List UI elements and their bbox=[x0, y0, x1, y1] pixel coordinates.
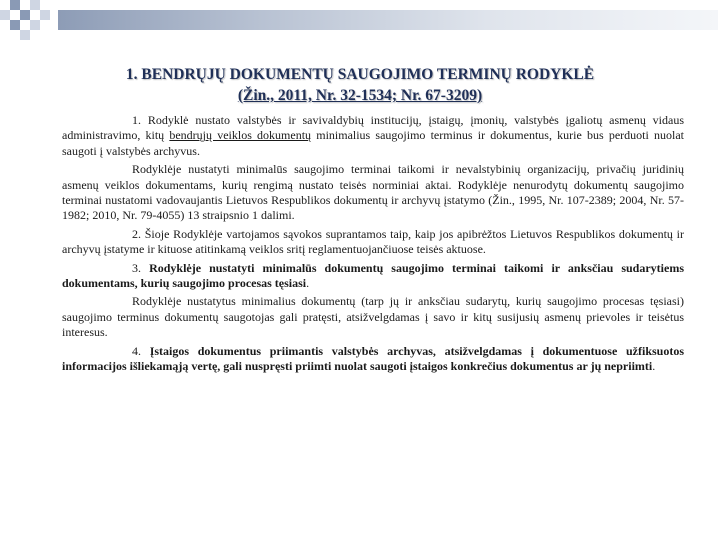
paragraph-4 bbox=[62, 261, 684, 292]
title-line-2: (Žin., 2011, Nr. 32-1534; Nr. 67-3209) bbox=[237, 87, 483, 104]
paragraph-3: 2. Šioje Rodyklėje vartojamos sąvokos suprantamos taip, kaip jos apibrėžtos Lietuvos Respublikos dokumentų ir archyvų įstatyme ir kituose atitinkamą veiklos sritį reglamentuojančiuose teisės aktuose. bbox=[62, 226, 684, 257]
decor-square bbox=[10, 20, 20, 30]
title-line-1: 1. BENDRŲJŲ DOKUMENTŲ SAUGOJIMO TERMINŲ RODYKLĖ bbox=[125, 66, 595, 83]
paragraph-2: Rodyklėje nustatyti minimalūs saugojimo terminai taikomi ir nevalstybinių organizacijų, privačių juridinių asmenų veiklos dokumentams, kurių rengimą nustato teisės norminiai aktai. Rodyklėje nenurodytų dokumentų saugojimo terminai nustatomi vadovaujantis Lietuvos Respublikos dokumentų ir archyvų įstatymo (Žin., 1995, Nr. 107-2389; 2004, Nr. 57-1982; 2010, Nr. 79-4055) 13 straipsnio 1 dalimi. bbox=[62, 162, 684, 223]
general-documents-link[interactable]: bendrųjų veiklos dokumentų bbox=[169, 128, 312, 143]
paragraph-5: Rodyklėje nustatytus minimalius dokumentų (tarp jų ir anksčiau sudarytų, kurių saugojimo procesas tęsiasi) saugojimo terminus dokumentų saugotojas gali pratęsti, atsižvelgdamas į savo ir kitų susijusių asmenų prievoles ir teisėtus interesus. bbox=[62, 294, 684, 340]
decor-square bbox=[0, 10, 10, 20]
paragraph-text: 1. Rodyklė nustato valstybės ir savivaldybių institucijų, įstaigų, įmonių, valstybės įgaliotų asmenų vidaus administravimo, kitų bbox=[62, 113, 684, 143]
decor-square bbox=[20, 10, 30, 20]
paragraph-text: minimalius saugojimo terminus ir dokumentus, kurie bus perduoti nuolat saugoti į valstybės archyvus. bbox=[62, 128, 684, 158]
paragraph-end: . bbox=[306, 276, 310, 291]
paragraph-number: 3. bbox=[132, 260, 150, 275]
decor-square bbox=[20, 30, 30, 40]
paragraph-number: 4. bbox=[132, 343, 150, 358]
paragraph-end: . bbox=[652, 359, 656, 374]
slide-title bbox=[60, 64, 660, 106]
paragraph-bold-text: Įstaigos dokumentus priimantis valstybės archyvas, atsižvelgdamas į dokumentuose užfiksuotos informacijos išliekamąją vertę, gali nuspręsti priimti nuolat saugoti įstaigos konkrečius dokumentus ar jų nepriimti bbox=[62, 343, 685, 374]
decor-square bbox=[10, 0, 20, 10]
paragraph-1 bbox=[62, 113, 684, 159]
decor-square bbox=[30, 20, 40, 30]
document-body bbox=[62, 113, 684, 375]
paragraph-6 bbox=[62, 344, 684, 375]
decor-square bbox=[30, 0, 40, 10]
paragraph-bold-text: Rodyklėje nustatyti minimalūs dokumentų saugojimo terminai taikomi ir anksčiau sudarytiems dokumentams, kurių saugojimo procesas tęsiasi bbox=[62, 260, 684, 291]
decor-band bbox=[58, 10, 718, 30]
decor-square bbox=[40, 10, 50, 20]
